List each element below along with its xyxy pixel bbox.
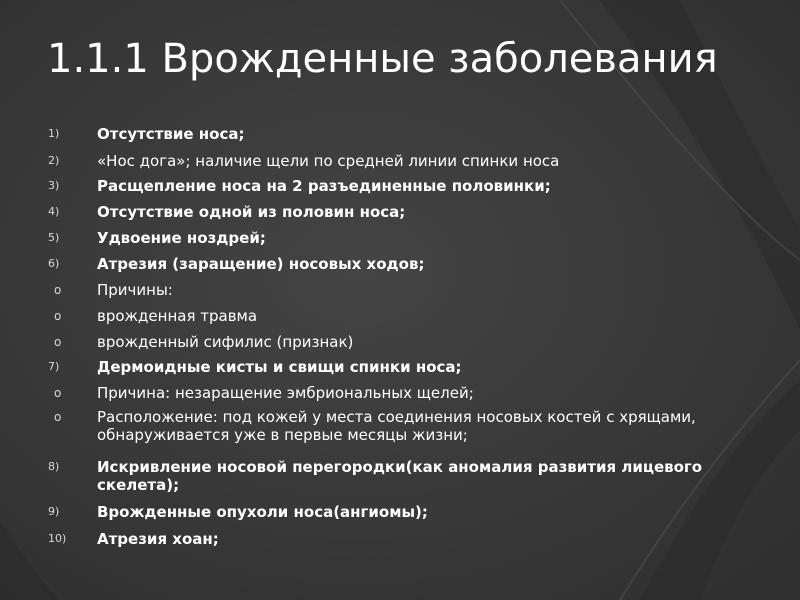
bullet-marker: o (54, 335, 62, 349)
bullet-marker: o (54, 410, 62, 424)
list-item-text: Причина: незаращение эмбриональных щелей; (97, 384, 474, 402)
list-number: 5) (48, 231, 60, 244)
list-number: 7) (48, 360, 60, 373)
list-item-text: Причины: (97, 281, 173, 299)
list-item-text: Расположение: под кожей у места соединения носовых костей с хрящами, обнаруживается уже в первые месяцы жизни; (97, 408, 696, 444)
bullet-marker: o (54, 283, 62, 297)
list-number: 1) (48, 127, 60, 140)
list-item-text: Искривление носовой перегородки(как аномалия развития лицевого скелета); (97, 458, 703, 494)
list-number: 4) (48, 205, 60, 218)
list-item-text: врожденная травма (97, 307, 258, 325)
list-item-text: Удвоение ноздрей; (97, 229, 266, 247)
list-number: 3) (48, 179, 60, 192)
bullet-marker: o (54, 309, 62, 323)
list-item-text: врожденный сифилис (признак) (97, 333, 354, 351)
list-item-text: Врожденные опухоли носа(ангиомы); (97, 503, 428, 521)
bullet-marker: o (54, 386, 62, 400)
list-number: 10) (48, 532, 67, 545)
list-number: 8) (48, 460, 60, 473)
list-number: 2) (48, 154, 60, 167)
list-item-text: «Нос дога»; наличие щели по средней линии спинки носа (97, 152, 560, 170)
list-item-text: Отсутствие носа; (97, 125, 245, 143)
list-item-text: Атрезия (заращение) носовых ходов; (97, 255, 425, 273)
list-item-text: Атрезия хоан; (97, 530, 219, 548)
list-item-text: Отсутствие одной из половин носа; (97, 203, 406, 221)
list-number: 9) (48, 505, 60, 518)
list-number: 6) (48, 257, 60, 270)
list-item-text: Расщепление носа на 2 разъединенные половинки; (97, 177, 551, 195)
list-item-text: Дермоидные кисты и свищи спинки носа; (97, 358, 462, 376)
slide-title: 1.1.1 Врожденные заболевания (47, 36, 718, 82)
